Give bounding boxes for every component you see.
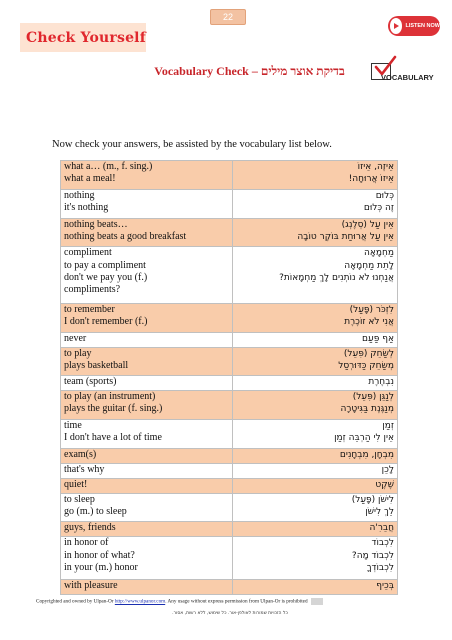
check-yourself-banner [20,23,146,52]
english-term: plays the guitar (f. sing.) [64,403,163,415]
hebrew-cell [233,493,398,522]
english-term: to play (an instrument) [64,391,156,403]
english-cell [61,347,233,376]
hebrew-term: מְנַגֶּנֶת בַּגִּיטָרָה [340,404,394,415]
english-term: I don't remember (f.) [64,315,148,327]
copyright-footer [36,598,426,605]
english-cell [61,161,233,190]
english-cell [61,522,233,537]
english-term: to remember [64,303,115,315]
instructions: Now check your answers, be assisted by the vocabulary list below. [52,139,332,150]
english-term: in honor of what? [64,549,135,561]
english-cell [61,478,233,493]
english-cell [61,420,233,449]
hebrew-cell [233,463,398,478]
section-label: Check Yourself [26,29,146,46]
english-cell [61,218,233,247]
english-term: to pay a compliment [64,259,146,271]
english-cell [61,493,233,522]
vocab-row [61,247,398,303]
hebrew-cell [233,537,398,580]
hebrew-term: אֵיזֶה, אֵיזוֹ [357,162,394,172]
hebrew-term: לִישֹׁן (פָּעַל) [351,494,394,505]
hebrew-cell [233,448,398,463]
vocabulary-label: VOCABULARY [381,73,434,82]
hebrew-term: אֵין עַל אֲרוּחַת בּוֹקֶר טוֹבָה [297,231,394,242]
hebrew-term: זֶה כְּלוּם [363,202,394,213]
english-term: what a meal! [64,173,116,185]
copyright-suffix: . Any usage without express permission from Ulpan-Or is prohibited [165,598,308,605]
hebrew-cell [233,161,398,190]
vocab-row [61,189,398,218]
vocab-row [61,537,398,580]
hebrew-term: לָכֵן [381,464,394,475]
hebrew-term: מִבְחָן, מִבְחָנִים [339,449,394,460]
hebrew-term: לָתֵת מַחְמָאָה [344,260,394,271]
english-cell [61,303,233,332]
english-cell [61,189,233,218]
english-term: exam(s) [64,448,97,460]
hebrew-cell [233,303,398,332]
hebrew-cell [233,332,398,347]
english-term: nothing beats a good breakfast [64,230,187,242]
hebrew-term: לְשַׂחֵק (פִּעֵל) [343,348,394,359]
english-cell [61,332,233,347]
vocab-row [61,493,398,522]
vocab-row [61,376,398,391]
english-term: go (m.) to sleep [64,505,127,517]
english-term: nothing beats… [64,218,128,230]
hebrew-cell [233,391,398,420]
hebrew-term: מְשַׂחֵק כַּדּוּרְסַל [338,360,394,371]
vocab-row [61,448,398,463]
english-term: in honor of [64,537,109,549]
hebrew-cell [233,189,398,218]
hebrew-cell [233,247,398,303]
hebrew-copyright-notice: כל הזכויות שמורות לאולפן-אור. כל שימוש, ללא רשות, אסור. [172,611,288,616]
copyright-prefix: Copyrighted and owned by Ulpan-Or [36,598,115,605]
hebrew-term: אַף פַּעַם [362,333,394,344]
vocab-row [61,303,398,332]
hebrew-term: שֶׁקֶט [375,479,394,490]
vocabulary-table [60,160,398,595]
vocab-row [61,391,398,420]
vocab-row [61,463,398,478]
hebrew-term: אֲנִי לֹא זוֹכֶרֶת [344,316,394,327]
hebrew-term: לִכְבוֹד [371,538,394,549]
vocabulary-logo [371,55,441,85]
english-term: with pleasure [64,579,118,591]
vocab-row [61,522,398,537]
hebrew-term: לִכְבוֹדְךָ [366,562,394,573]
english-term: quiet! [64,478,88,490]
hebrew-term: חֲבֵרִ'ה [369,523,394,534]
hebrew-term: בְּכֵיף [376,580,394,591]
english-term: to sleep [64,493,95,505]
hebrew-term: זְמַן [382,421,394,432]
hebrew-cell [233,478,398,493]
english-term: team (sports) [64,376,117,388]
vocab-row [61,218,398,247]
hebrew-term: אֵין עַל (סְלֶנְג) [341,219,394,230]
english-cell [61,463,233,478]
vocab-row [61,347,398,376]
hebrew-term: לִזְכֹּר (פָּעַל) [349,304,394,315]
english-term: nothing [64,189,95,201]
vocab-row [61,332,398,347]
vocab-row [61,420,398,449]
hebrew-cell [233,420,398,449]
english-term: compliments? [64,283,121,295]
english-cell [61,376,233,391]
footer-badge [311,598,323,605]
english-term: plays basketball [64,359,129,371]
english-term: in your (m.) honor [64,561,138,573]
hebrew-term: מַחְמָאָה [363,248,394,259]
listen-now-button[interactable] [388,16,440,36]
page-number: 22 [210,9,246,25]
hebrew-cell [233,522,398,537]
page-title: Vocabulary Check – בדיקת אוצר מילים [154,64,345,78]
vocab-row [61,161,398,190]
english-term: to play [64,347,92,359]
hebrew-term: לְנַגֵּן (פִּעֵל) [352,392,394,403]
hebrew-cell [233,579,398,594]
english-cell [61,579,233,594]
hebrew-term: לֵךְ לִישֹׁן [365,506,394,517]
english-term: I don't have a lot of time [64,432,162,444]
hebrew-term: לִכְבוֹד מָה? [351,550,394,561]
english-cell [61,448,233,463]
listen-now-label: LISTEN NOW [405,23,440,29]
hebrew-term: אֵין לִי הַרְבֵּה זְמַן [334,433,394,444]
english-term: never [64,332,87,344]
english-term: guys, friends [64,522,116,534]
hebrew-term: כְּלוּם [375,190,394,201]
english-term: compliment [64,247,112,259]
vocab-row [61,478,398,493]
english-cell [61,247,233,303]
ulpanor-link[interactable]: http://www.ulpanor.com [114,598,166,605]
hebrew-cell [233,376,398,391]
play-icon [390,18,402,34]
english-term: that's why [64,463,105,475]
hebrew-term: אֲנַחְנוּ לֹא נוֹתְנִים לָךְ מַחְמָאוֹת? [279,272,394,283]
english-term: don't we pay you (f.) [64,271,148,283]
english-term: it's nothing [64,201,109,213]
hebrew-cell [233,347,398,376]
hebrew-term: נִבְחֶרֶת [368,377,394,388]
english-cell [61,391,233,420]
vocab-row [61,579,398,594]
english-cell [61,537,233,580]
english-term: time [64,420,82,432]
english-term: what a… (m., f. sing.) [64,161,153,172]
hebrew-term: אֵיזוֹ אֲרוּחָה! [348,174,394,185]
hebrew-cell [233,218,398,247]
